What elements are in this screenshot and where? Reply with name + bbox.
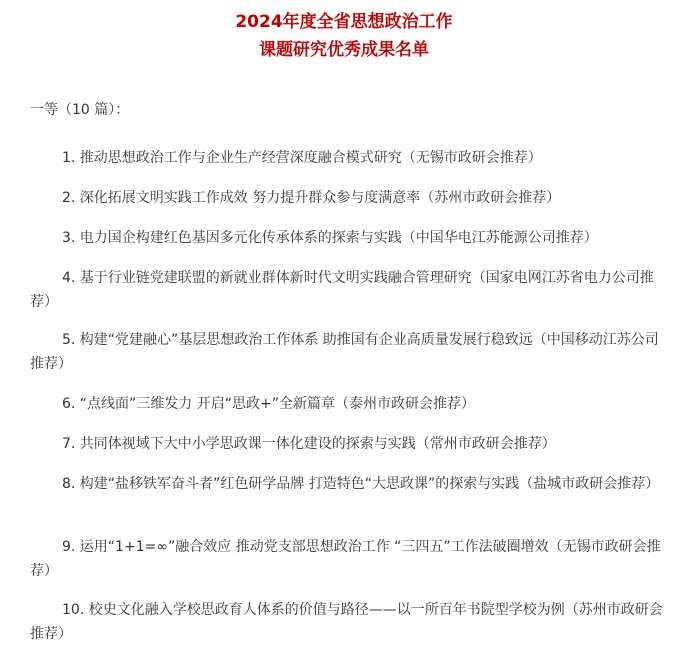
list-item: 2. 深化拓展文明实践工作成效 努力提升群众参与度满意率（苏州市政研会推荐）: [62, 190, 561, 206]
document-title-line1: 2024年度全省思想政治工作: [235, 12, 453, 32]
list-item: 10. 校史文化融入学校思政育人体系的价值与路径——以一所百年书院型学校为例（苏州市政研会推荐）: [30, 602, 663, 642]
list-item: 9. 运用“1+1=∞”融合效应 推动党支部思想政治工作 “三四五”工作法破圈增效（无锡市政研会推荐）: [30, 539, 661, 579]
list-item: 8. 构建“盐移铁军奋斗者”红色研学品牌 打造特色“大思政课”的探索与实践（盐城市政研会推荐）: [62, 476, 660, 492]
list-item: 1. 推动思想政治工作与企业生产经营深度融合模式研究（无锡市政研会推荐）: [62, 150, 542, 166]
document-title-line2: 课题研究优秀成果名单: [259, 40, 429, 60]
list-item: 6. “点线面”三维发力 开启“思政+”全新篇章（泰州市政研会推荐）: [62, 396, 475, 412]
list-item: 5. 构建“党建融心”基层思想政治工作体系 助推国有企业高质量发展行稳致远（中国移动江苏公司推荐）: [30, 332, 659, 372]
list-item: 3. 电力国企构建红色基因多元化传承体系的探索与实践（中国华电江苏能源公司推荐）: [62, 230, 598, 246]
section-heading-first-prize: 一等（10 篇）：: [30, 102, 130, 118]
list-item: 4. 基于行业链党建联盟的新就业群体新时代文明实践融合管理研究（国家电网江苏省电力公司推荐）: [30, 270, 654, 310]
list-item: 7. 共同体视域下大中小学思政课一体化建设的探索与实践（常州市政研会推荐）: [62, 436, 556, 452]
